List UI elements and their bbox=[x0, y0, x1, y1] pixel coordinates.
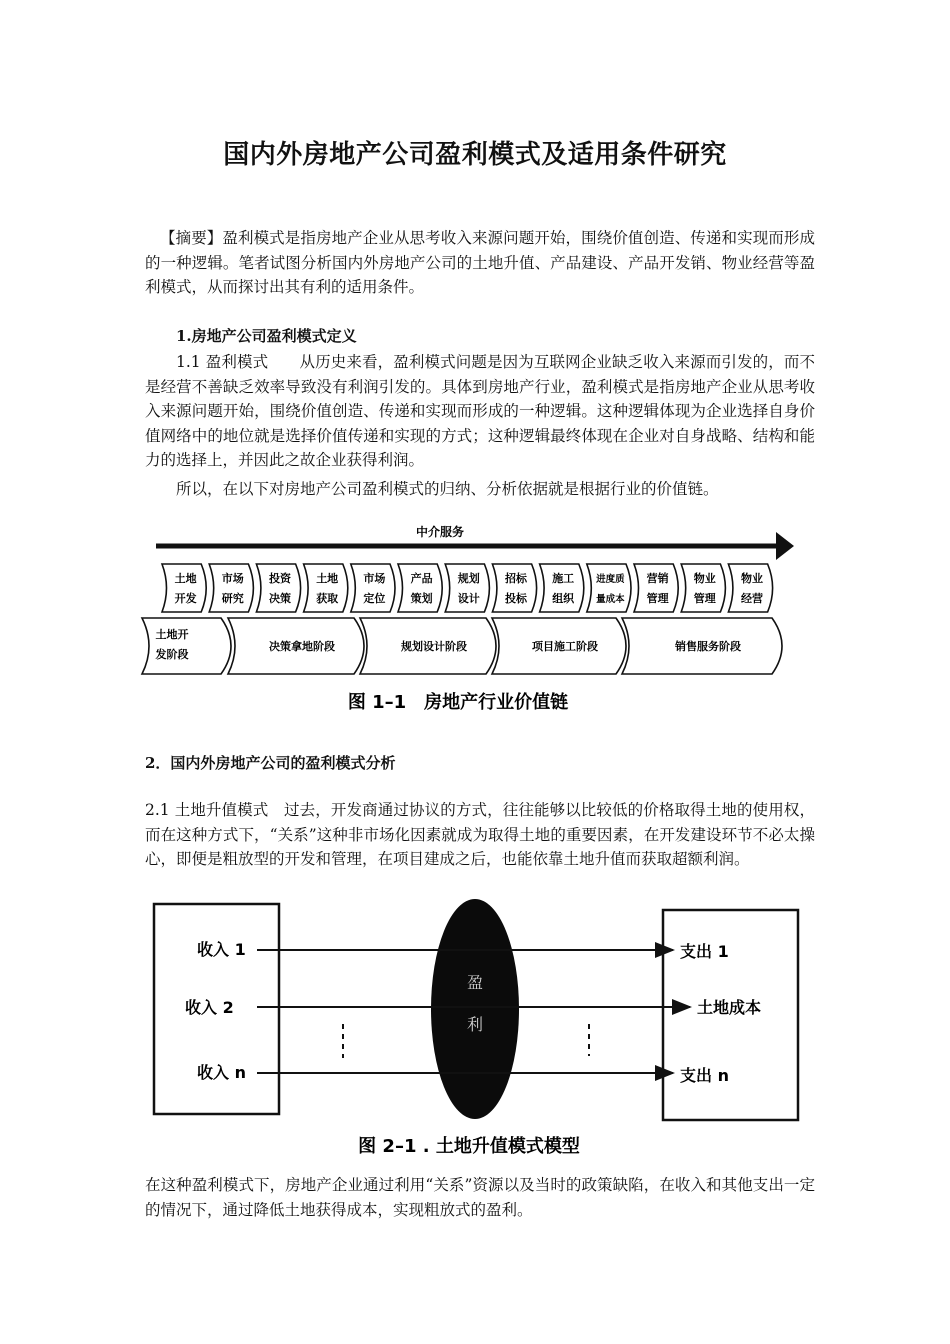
activity-label: 规划 bbox=[457, 572, 480, 585]
activity-label: 市场 bbox=[221, 572, 244, 585]
activity-label: 投资 bbox=[269, 572, 291, 585]
activity-label: 研究 bbox=[221, 592, 244, 605]
stage-label: 发阶段 bbox=[155, 648, 189, 661]
stage-label: 决策拿地阶段 bbox=[269, 640, 335, 653]
intermediary-service-arrowhead bbox=[776, 532, 794, 560]
activity-label: 决策 bbox=[269, 592, 291, 605]
section1-paragraph-2: 所以，在以下对房地产公司盈利模式的归纳、分析依据就是根据行业的价值链。 bbox=[176, 480, 719, 498]
stage-label: 项目施工阶段 bbox=[532, 640, 598, 653]
stage-cell bbox=[228, 618, 364, 674]
activity-label: 土地 bbox=[174, 572, 197, 585]
activity-label: 获取 bbox=[316, 592, 339, 605]
section2-heading: 2．国内外房地产公司的盈利模式分析 bbox=[145, 754, 396, 772]
activity-label: 设计 bbox=[457, 592, 480, 605]
activity-label: 策划 bbox=[410, 592, 433, 605]
profit-label-bottom: 利 bbox=[466, 1015, 484, 1034]
stage-cell bbox=[360, 618, 496, 674]
activity-label: 招标 bbox=[505, 572, 527, 585]
figure-value-chain bbox=[140, 518, 800, 718]
profit-ellipse bbox=[431, 899, 519, 1119]
activity-cell bbox=[492, 564, 536, 612]
stage-row bbox=[142, 618, 782, 674]
activity-label: 量成本 bbox=[596, 594, 625, 605]
activity-cell bbox=[540, 564, 584, 612]
activity-cell bbox=[256, 564, 300, 612]
activity-label: 物业 bbox=[693, 572, 716, 585]
section2-paragraph-1: 2.1 土地升值模式 过去，开发商通过协议的方式，往往能够以比较低的价格取得土地的使用权，而在这种方式下，“关系”这种非市场化因素就成为取得土地的重要因素，在开发建设环节不必太操心，即便是粗放型的开发和管理，在项目建成之后，也能依靠土地升值而获取超额利润。 bbox=[145, 801, 815, 868]
activity-cell bbox=[209, 564, 253, 612]
activity-row bbox=[162, 564, 773, 612]
activity-label: 管理 bbox=[693, 592, 716, 605]
stage-cell bbox=[142, 618, 231, 674]
stage-label: 土地开 bbox=[155, 628, 189, 641]
profit-label-top: 盈 bbox=[466, 973, 484, 992]
section2-paragraph-2: 在这种盈利模式下，房地产企业通过利用“关系”资源以及当时的政策缺陷，在收入和其他支出一定的情况下，通过降低土地获得成本，实现粗放式的盈利。 bbox=[145, 1176, 815, 1219]
stage-label: 规划设计阶段 bbox=[401, 640, 467, 653]
stage-cell-shape bbox=[142, 618, 231, 674]
activity-label: 开发 bbox=[174, 592, 197, 605]
section1-paragraph-1: 1.1 盈利模式 从历史来看，盈利模式问题是因为互联网企业缺乏收入来源而引发的，而不是经营不善缺乏效率导致没有利润引发的。具体到房地产行业，盈利模式是指房地产企业从思考收入来源问题开始，围绕价值创造、传递和实现而形成的一种逻辑。这种逻辑体现为企业选择自身价值网络中的地位就是选择价值传递和实现的方式；这种逻辑最终体现在企业对自身战略、结构和能力的选择上，并因此之故企业获得利润。 bbox=[145, 353, 815, 469]
intermediary-service-label: 中介服务 bbox=[415, 525, 465, 539]
income-n-label: 收入 n bbox=[197, 1063, 246, 1082]
land-cost-label: 土地成本 bbox=[697, 998, 762, 1017]
activity-label: 营销 bbox=[646, 572, 669, 585]
activity-cell bbox=[728, 564, 772, 612]
figure2-caption: 图 2–1 . 土地升值模式模型 bbox=[358, 1136, 580, 1157]
activity-label: 施工 bbox=[552, 572, 575, 585]
document-title: 国内外房地产公司盈利模式及适用条件研究 bbox=[223, 140, 727, 170]
activity-cell bbox=[587, 564, 631, 612]
expense-n-label: 支出 n bbox=[680, 1066, 729, 1085]
activity-cell bbox=[304, 564, 348, 612]
value-chain-diagram bbox=[140, 518, 800, 718]
section1-heading: 1.房地产公司盈利模式定义 bbox=[176, 327, 357, 345]
income-2-label: 收入 2 bbox=[185, 998, 234, 1017]
figure1-caption: 图 1–1 房地产行业价值链 bbox=[347, 692, 569, 713]
stage-cell bbox=[492, 618, 626, 674]
activity-cell bbox=[398, 564, 442, 612]
income-1-label: 收入 1 bbox=[197, 940, 246, 959]
activity-label: 土地 bbox=[316, 572, 339, 585]
activity-cell bbox=[681, 564, 725, 612]
activity-cell bbox=[351, 564, 395, 612]
activity-label: 产品 bbox=[410, 572, 433, 585]
activity-cell bbox=[445, 564, 489, 612]
activity-label: 进度质 bbox=[596, 574, 625, 585]
activity-label: 投标 bbox=[505, 592, 527, 605]
stage-cell bbox=[622, 618, 782, 674]
activity-label: 组织 bbox=[552, 592, 575, 605]
expense-1-label: 支出 1 bbox=[680, 942, 729, 961]
activity-label: 经营 bbox=[741, 592, 763, 605]
figure-land-appreciation-model bbox=[145, 896, 810, 1164]
activity-label: 物业 bbox=[741, 572, 763, 585]
activity-label: 管理 bbox=[646, 592, 669, 605]
activity-cell bbox=[634, 564, 678, 612]
activity-label: 市场 bbox=[363, 572, 386, 585]
stage-label: 销售服务阶段 bbox=[675, 640, 741, 653]
abstract-paragraph: 【摘要】盈利模式是指房地产企业从思考收入来源问题开始，围绕价值创造、传递和实现而形成的一种逻辑。笔者试图分析国内外房地产公司的土地升值、产品建设、产品开发销、物业经营等盈利模式，从而探讨出其有利的适用条件。 bbox=[145, 229, 815, 296]
land-appreciation-diagram bbox=[145, 896, 810, 1164]
activity-label: 定位 bbox=[363, 592, 386, 605]
activity-cell bbox=[162, 564, 206, 612]
